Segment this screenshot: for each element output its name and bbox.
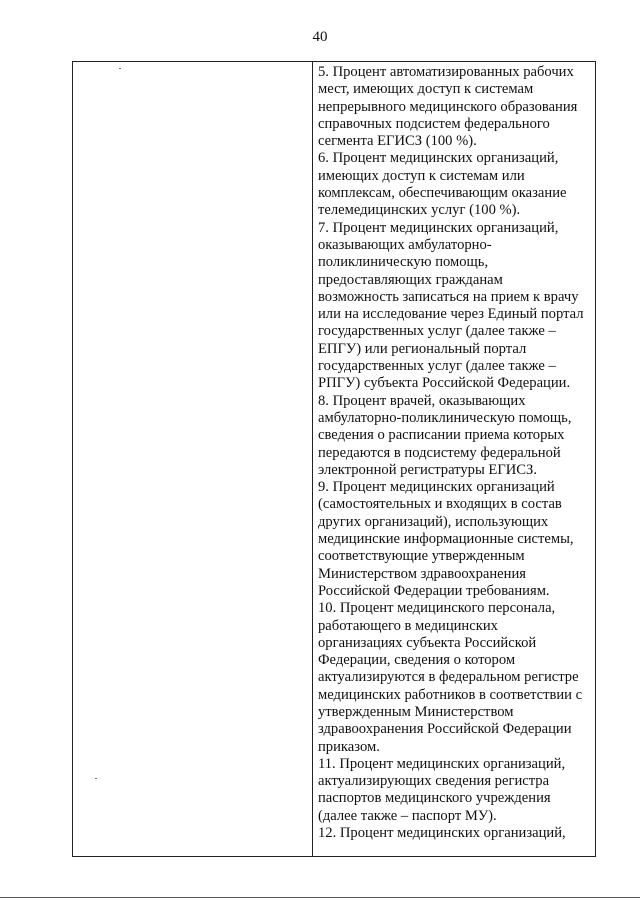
text-line: 11. Процент медицинских организаций, <box>318 755 566 772</box>
text-line: утвержденным Министерством <box>318 703 514 720</box>
text-line: медицинские информационные системы, <box>318 531 574 548</box>
text-line: амбулаторно-поликлиническую помощь, <box>318 409 572 426</box>
text-line: комплексам, обеспечивающим оказание <box>318 185 567 202</box>
text-line: непрерывного медицинского образования <box>318 98 578 115</box>
text-line: здравоохранения Российской Федерации <box>318 721 572 738</box>
text-line: поликлиническую помощь, <box>318 254 489 271</box>
text-line: соответствующие утвержденным <box>318 548 525 565</box>
text-line: Федерации, сведения о котором <box>318 652 516 669</box>
document-table <box>72 61 596 857</box>
text-line: медицинских работников в соответствии с <box>318 686 583 703</box>
text-line: работающего в медицинских <box>318 617 498 634</box>
column-divider <box>312 62 313 856</box>
text-line: телемедицинских услуг (100 %). <box>318 202 521 219</box>
text-line: 8. Процент врачей, оказывающих <box>318 392 526 409</box>
text-line: актуализирующих сведения регистра <box>318 773 550 790</box>
text-line: организациях субъекта Российской <box>318 634 537 651</box>
text-line: 12. Процент медицинских организаций, <box>318 825 566 842</box>
text-line: Российской Федерации требованиям. <box>318 582 550 599</box>
text-line: паспортов медицинского учреждения <box>318 790 551 807</box>
text-line: государственных услуг (далее также – <box>318 323 556 340</box>
text-line: 10. Процент медицинского персонала, <box>318 600 556 617</box>
text-line: сегмента ЕГИСЗ (100 %). <box>318 133 477 150</box>
text-line: (далее также – паспорт МУ). <box>318 807 497 824</box>
text-line: передаются в подсистему федеральной <box>318 444 561 461</box>
text-line: предоставляющих гражданам <box>318 271 503 288</box>
text-line: государственных услуг (далее также – <box>318 358 556 375</box>
text-line: справочных подсистем федерального <box>318 115 550 132</box>
text-line: оказывающих амбулаторно- <box>318 236 492 253</box>
scan-speck <box>95 778 97 779</box>
text-line: 9. Процент медицинских организаций <box>318 479 555 496</box>
text-line: мест, имеющих доступ к системам <box>318 81 534 98</box>
text-line: актуализируются в федеральном регистре <box>318 669 579 686</box>
text-line: ЕПГУ) или региональный портал <box>318 340 527 357</box>
text-line: сведения о расписании приема которых <box>318 427 565 444</box>
scan-speck <box>119 68 121 69</box>
text-line: (самостоятельных и входящих в состав <box>318 496 562 513</box>
text-line: 7. Процент медицинских организаций, <box>318 219 559 236</box>
page-number: 40 <box>312 29 328 45</box>
text-line: 6. Процент медицинских организаций, <box>318 150 559 167</box>
text-line: РПГУ) субъекта Российской Федерации. <box>318 375 571 392</box>
text-line: электронной регистратуры ЕГИСЗ. <box>318 461 537 478</box>
bottom-rule <box>0 897 640 898</box>
text-line: или на исследование через Единый портал <box>318 306 584 323</box>
text-line: возможность записаться на прием к врачу <box>318 288 579 305</box>
text-line: Министерством здравоохранения <box>318 565 526 582</box>
indicators-cell <box>318 64 594 842</box>
text-line: 5. Процент автоматизированных рабочих <box>318 64 574 80</box>
text-line: имеющих доступ к системам или <box>318 167 525 184</box>
text-line: приказом. <box>318 738 380 755</box>
text-line: других организаций), использующих <box>318 513 549 530</box>
